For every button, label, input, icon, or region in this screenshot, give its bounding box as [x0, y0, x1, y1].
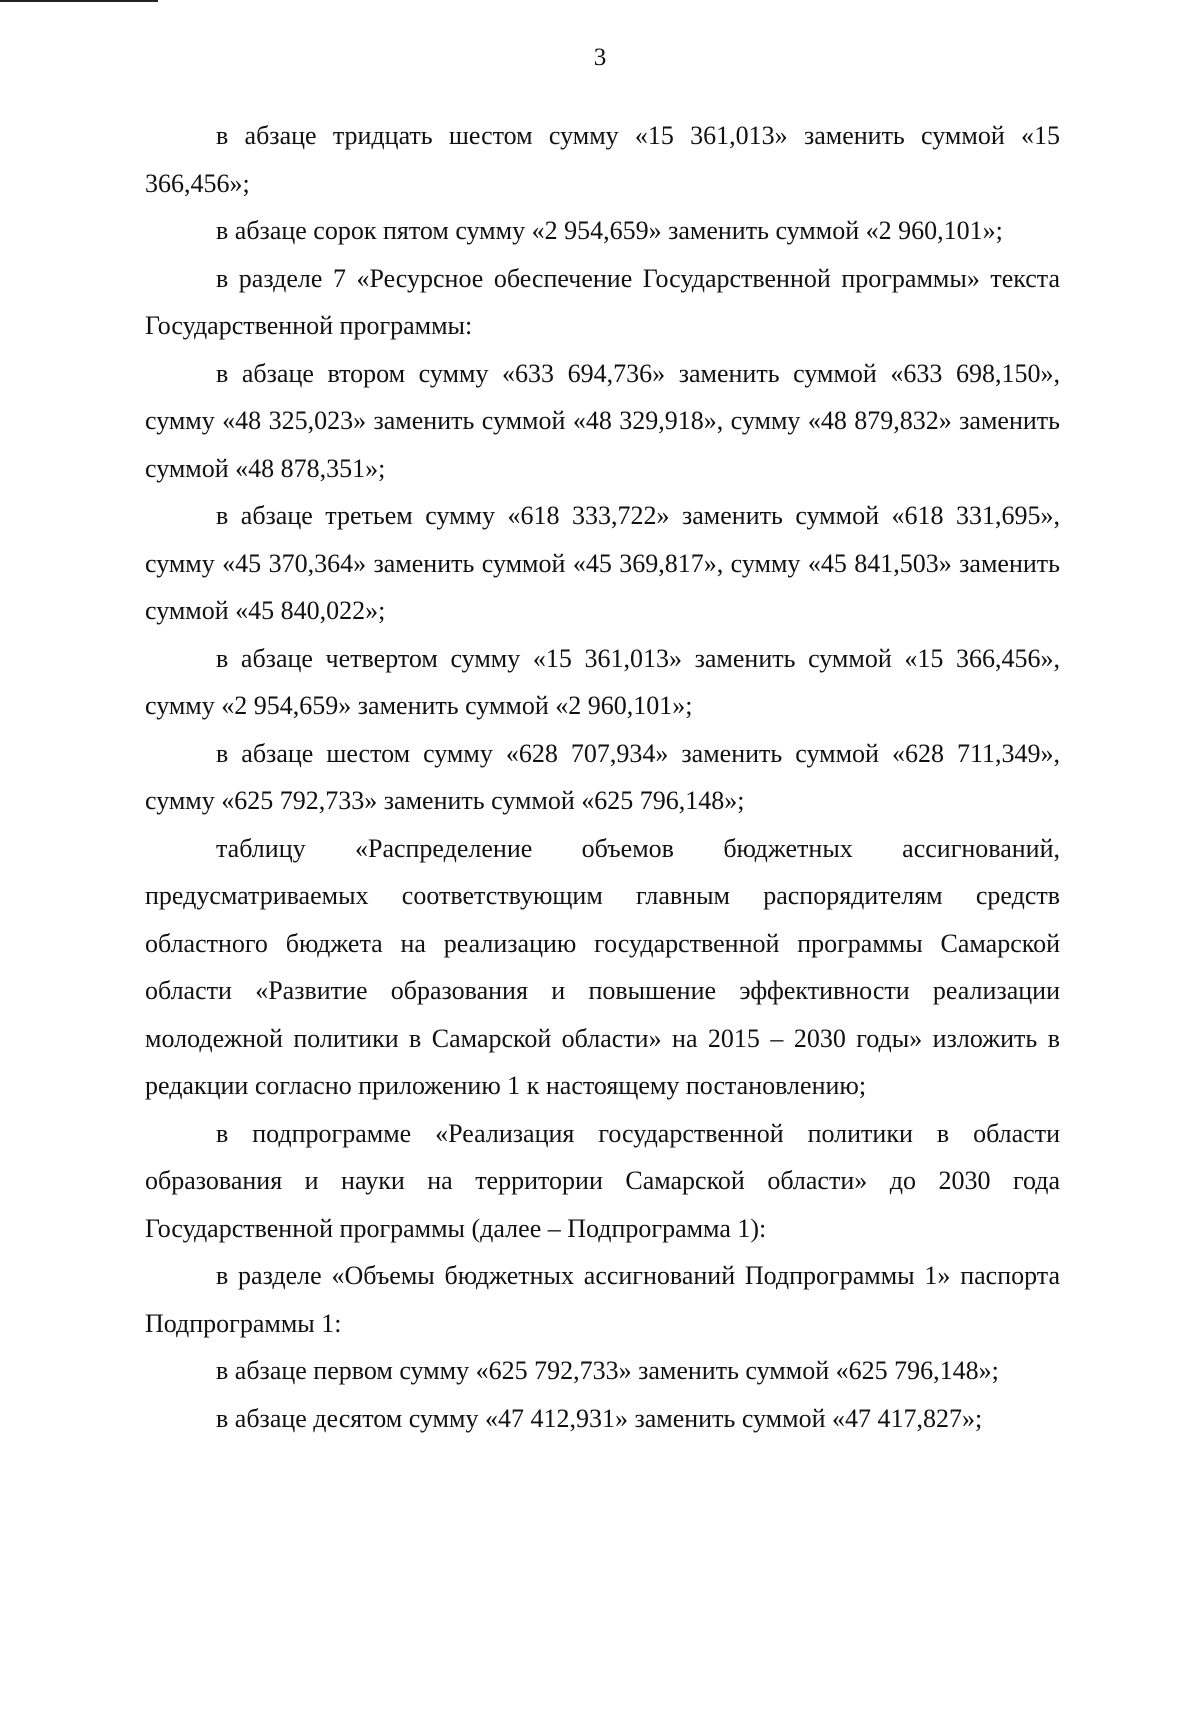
paragraph-10: в разделе «Объемы бюджетных ассигнований Подпрограммы 1» паспорта Подпрограммы 1: [145, 1261, 1060, 1338]
scan-corner-mark [0, 0, 158, 2]
document-body [145, 112, 1060, 1442]
paragraph-1: в абзаце тридцать шестом сумму «15 361,013» заменить суммой «15 366,456»; [145, 121, 1060, 198]
paragraph-7: в абзаце шестом сумму «628 707,934» заменить суммой «628 711,349», сумму «625 792,733» заменить суммой «625 796,148»; [145, 738, 1060, 815]
paragraph-8: таблицу «Распределение объемов бюджетных ассигнований, предусматриваемых соответствующим главным распорядителям средств областного бюджета на реализацию государственной программы Самарской области «Развитие образования и повышение эффективности реализации молодежной политики в Самарской области» на 2015 – 2030 годы» изложить в редакции согласно приложению 1 к настоящему постановлению; [145, 833, 1060, 1100]
paragraph-9: в подпрограмме «Реализация государственной политики в области образования и науки на территории Самарской области» до 2030 года Государственной программы (далее – Подпрограмма 1): [145, 1118, 1060, 1243]
paragraph-2: в абзаце сорок пятом сумму «2 954,659» заменить суммой «2 960,101»; [216, 216, 1003, 245]
paragraph-3: в разделе 7 «Ресурсное обеспечение Государственной программы» текста Государственной программы: [145, 263, 1060, 340]
paragraph-6: в абзаце четвертом сумму «15 361,013» заменить суммой «15 366,456», сумму «2 954,659» заменить суммой «2 960,101»; [145, 643, 1060, 720]
page-number: 3 [593, 44, 607, 71]
paragraph-4: в абзаце втором сумму «633 694,736» заменить суммой «633 698,150», сумму «48 325,023» заменить суммой «48 329,918», сумму «48 879,832» заменить суммой «48 878,351»; [145, 358, 1060, 483]
paragraph-5: в абзаце третьем сумму «618 333,722» заменить суммой «618 331,695», сумму «45 370,364» заменить суммой «45 369,817», сумму «45 841,503» заменить суммой «45 840,022»; [145, 501, 1060, 625]
paragraph-12: в абзаце десятом сумму «47 412,931» заменить суммой «47 417,827»; [216, 1403, 983, 1433]
paragraph-11: в абзаце первом сумму «625 792,733» заменить суммой «625 796,148»; [216, 1356, 999, 1385]
